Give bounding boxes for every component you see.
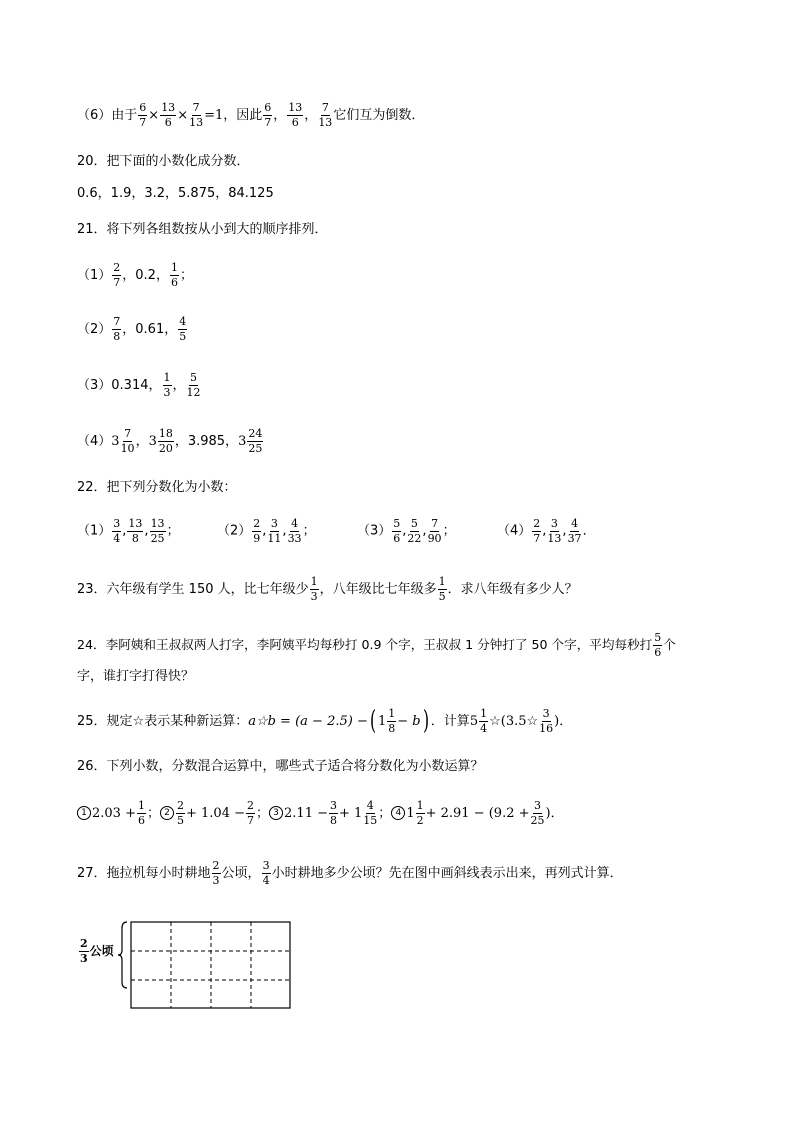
q21-part-2: （2） $\frac{7}{8}$ ，0.61， $\frac{4}{5}$ [77,315,187,343]
q21-part-4: （4） 3 $\frac{7}{10}$ ， 3 $\frac{18}{20}$ ，3.985， 3 $\frac{24}{25}$ [77,427,263,455]
fraction: $\frac{1}{8}$ [388,707,396,735]
q20-values: 0.6，1.9，3.2，5.875，84.125 [77,186,274,201]
figure-label: $\frac{2}{3}$ 公顷 [80,937,114,965]
q27-line: 27．拖拉机每小时耕地 $\frac{2}{3}$ 公顷， $\frac{3}{4}$ 小时耕地多少公顷？先在图中画斜线表示出来，再列式计算． [77,859,623,887]
fraction: $\frac{1}{6}$ [137,799,145,827]
fraction: $\frac{1}{3}$ [163,371,171,399]
q24-line-2: 字，谁打字打得快？ [77,669,195,684]
brace-icon [118,922,127,988]
fraction: $\frac{3}{4}$ [262,859,270,887]
q20-title: 20．把下面的小数化成分数． [77,154,250,169]
fraction: $\frac{3}{25}$ [530,799,545,827]
fraction: $\frac{5}{6}$ [654,631,662,659]
fraction: $\frac{2}{7}$ [113,261,121,289]
grid-dashed-lines [131,922,290,1008]
fraction: $\frac{1}{6}$ [170,261,178,289]
q23-line: 23．六年级有学生 150 人，比七年级少 $\frac{1}{3}$ ，八年级比七年级多 $\frac{1}{5}$ ．求八年级有多少人？ [77,575,578,603]
fraction: $\frac{6}{7}$ [139,101,147,129]
q19-6-prefix: （6）由于 [77,107,138,123]
q22-groups [77,518,637,544]
fraction: $\frac{2}{3}$ [212,859,220,887]
q22-title: 22．把下列分数化为小数： [77,480,237,495]
q22-group-3: （3） $\frac{5}{6}$ , $\frac{5}{22}$ , $\frac{7}{90}$ ； [357,517,456,545]
q21-title: 21．将下列各组数按从小到大的顺序排列． [77,222,328,237]
q26-title: 26．下列小数，分数混合运算中，哪些式子适合将分数化为小数运算？ [77,759,484,774]
fraction: $\frac{5}{12}$ [186,371,201,399]
fraction: $\frac{3}{8}$ [330,799,337,827]
fraction: $\frac{1}{5}$ [438,575,446,603]
circled-number: 2 [160,806,174,820]
fraction: $\frac{13}{6}$ [288,101,303,129]
fraction: $\frac{1}{4}$ [480,707,488,735]
circled-number: 1 [77,806,91,820]
fraction: $\frac{13}{6}$ [161,101,176,129]
q22-group-4: （4） $\frac{2}{7}$ , $\frac{3}{13}$ , $\frac{4}{37}$ ． [497,517,596,545]
fraction: $\frac{1}{2}$ [416,799,424,827]
fraction: $\frac{7}{13}$ [318,101,333,129]
circled-number: 4 [391,806,405,820]
fraction: $\frac{18}{20}$ [158,427,173,455]
fraction: $\frac{7}{10}$ [120,427,135,455]
area-grid-figure [116,914,316,1014]
fraction: $\frac{3}{16}$ [539,707,554,735]
q22-group-1: （1） $\frac{3}{4}$ , $\frac{13}{8}$ , $\frac{13}{25}$ ； [77,517,180,545]
fraction: $\frac{1}{3}$ [310,575,318,603]
fraction: $\frac{4}{15}$ [363,799,378,827]
q21-part-3: （3）0.314， $\frac{1}{3}$ ， $\frac{5}{12}$ [77,371,201,399]
fraction: $\frac{7}{13}$ [189,101,204,129]
fraction: $\frac{2}{5}$ [177,799,184,827]
fraction: $\frac{24}{25}$ [248,427,263,455]
fraction: $\frac{6}{7}$ [264,101,272,129]
fraction: $\frac{2}{7}$ [247,799,254,827]
q22-group-2: （2） $\frac{2}{9}$ , $\frac{3}{11}$ , $\frac{4}{33}$ ； [217,517,316,545]
q19-6-line: （6）由于 $\frac{6}{7}$ × $\frac{13}{6}$ × $\frac{7}{13}$ =1 ，因此 $\frac{6}{7}$ ， $\frac{13}{6}$ ， $\frac{7}{13}$ 它们互为倒数． [77,101,425,129]
fraction: $\frac{7}{8}$ [113,315,121,343]
q25-line: 25．规定☆表示某种新运算： a☆b = (a − 2.5) − ( 1 $\frac{1}{8}$ − b ) ．计算 5 $\frac{1}{4}$ ☆(3.5☆ $\frac{3}{16}$ )． [77,706,573,737]
fraction: $\frac{4}{5}$ [179,315,187,343]
q26-expressions: 1 2.03 + $\frac{1}{6}$ ； 2 $\frac{2}{5}$ + 1.04 − $\frac{2}{7}$ ； 3 2.11 − $\frac{3}{8}$ + 1 $\frac{4}{15}$ ； 4 1 $\frac{1}{2}$ + 2.91 − (9.2 + $\frac{3}{25}$ )． [77,800,564,826]
q24-line-1: 24．李阿姨和王叔叔两人打字，李阿姨平均每秒打 0.9 个字，王叔叔 1 分钟打了 50 个字，平均每秒打 $\frac{5}{6}$ 个 [77,631,676,659]
q21-part-1: （1） $\frac{2}{7}$ ，0.2， $\frac{1}{6}$ ； [77,261,193,289]
circled-number: 3 [269,806,283,820]
